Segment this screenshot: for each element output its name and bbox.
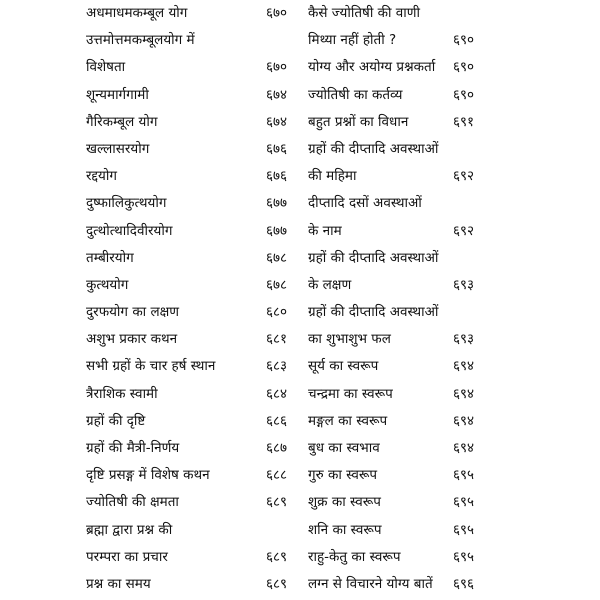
list-item (0, 353, 306, 380)
entry-title: दुत्थोत्थादिवीरयोग (86, 222, 173, 239)
entry-title: गुरु का स्वरूप (308, 467, 378, 484)
entry-title: दुरफयोग का लक्षण (86, 304, 180, 321)
entry-title: योग्य और अयोग्य प्रश्नकर्ता (308, 59, 436, 76)
entry-title: ग्रहों की दीप्तादि अवस्थाओं (308, 140, 439, 157)
list-item (306, 408, 600, 435)
entry-title: खल्लासरयोग (86, 140, 150, 157)
list-item (306, 0, 600, 27)
entry-title: विशेषता (86, 59, 126, 76)
entry-title: तम्बीरयोग (86, 249, 134, 266)
list-item (306, 326, 600, 353)
entry-title: शुक्र का स्वरूप (308, 494, 381, 511)
list-item (0, 272, 306, 299)
list-item (0, 27, 306, 54)
list-item (0, 435, 306, 462)
list-item (0, 517, 306, 544)
entry-title: प्रश्न का समय (86, 575, 151, 592)
page-number: ६८७ (266, 440, 288, 456)
list-item (0, 544, 306, 571)
list-item (306, 245, 600, 272)
entry-title: बुध का स्वभाव (308, 440, 380, 456)
page-number: ६८९ (266, 548, 288, 565)
entry-title: रद्दयोग (86, 168, 117, 185)
list-item (0, 190, 306, 217)
page-number: ६७४ (266, 113, 288, 130)
list-item (306, 190, 600, 217)
entry-title: दीप्तादि दसों अवस्थाओं (308, 195, 422, 212)
page-number: ६८१ (266, 331, 288, 348)
page-number: ६९१ (453, 113, 475, 130)
entry-title: मिथ्या नहीं होती ? (308, 32, 397, 49)
page-number: ६८८ (266, 467, 288, 484)
page-number: ६९० (453, 32, 475, 49)
list-item (306, 571, 600, 598)
page-number: ६७६ (266, 140, 288, 157)
list-item (306, 109, 600, 136)
list-item (306, 27, 600, 54)
page-number: ६९५ (453, 548, 475, 565)
page-number: ६८६ (266, 412, 288, 429)
page-number: ६७० (266, 5, 288, 21)
list-item (306, 136, 600, 163)
list-item (0, 218, 306, 245)
list-item (306, 82, 600, 109)
entry-title: लग्न से विचारने योग्य बातें (308, 575, 433, 592)
page-number: ६८० (266, 304, 288, 321)
page-number: ६९४ (453, 358, 475, 375)
list-item (0, 136, 306, 163)
list-item (0, 571, 306, 598)
list-item (306, 435, 600, 462)
list-item (0, 109, 306, 136)
page-number: ६७८ (266, 249, 288, 266)
list-item (0, 462, 306, 489)
list-item (0, 489, 306, 516)
entry-title: उत्तमोत्तमकम्बूलयोग में (86, 32, 195, 49)
list-item (0, 299, 306, 326)
list-item (0, 82, 306, 109)
entry-title: शून्यमार्गगामी (86, 86, 149, 103)
list-item (0, 245, 306, 272)
entry-title: गैरिकम्बूल योग (86, 113, 158, 130)
entry-title: त्रैराशिक स्वामी (86, 385, 158, 402)
page-number: ६९५ (453, 521, 475, 538)
entry-title: के नाम (308, 222, 342, 239)
entry-title: परम्परा का प्रचार (86, 548, 168, 565)
list-item (306, 462, 600, 489)
page-number: ६७४ (266, 86, 288, 103)
list-item (0, 326, 306, 353)
entry-title: ग्रहों की दीप्तादि अवस्थाओं (308, 304, 439, 321)
right-column (306, 0, 600, 598)
page-number: ६७८ (266, 276, 288, 293)
page-number: ६९० (453, 86, 475, 103)
entry-title: ग्रहों की दृष्टि (86, 412, 146, 429)
list-item (306, 517, 600, 544)
list-item (306, 299, 600, 326)
list-item (306, 163, 600, 190)
page-number: ६९६ (453, 575, 475, 592)
entry-title: की महिमा (308, 168, 357, 185)
page-number: ६९२ (453, 222, 475, 239)
entry-title: सभी ग्रहों के चार हर्ष स्थान (86, 358, 216, 375)
page-number: ६७७ (266, 222, 288, 239)
entry-title: कुत्थयोग (86, 276, 129, 293)
list-item (306, 544, 600, 571)
page-number: ६८९ (266, 494, 288, 511)
entry-title: राहु-केतु का स्वरूप (308, 548, 401, 565)
entry-title: सूर्य का स्वरूप (308, 358, 379, 375)
page-number: ६७६ (266, 168, 288, 185)
entry-title: अधमाधमकम्बूल योग (86, 5, 188, 21)
entry-title: ग्रहों की मैत्री-निर्णय (86, 440, 180, 456)
entry-title: कैसे ज्योतिषी की वाणी (308, 5, 421, 21)
page-number: ६९३ (453, 276, 475, 293)
list-item (0, 381, 306, 408)
page-number: ६९३ (453, 331, 475, 348)
entry-title: का शुभाशुभ फल (308, 331, 391, 348)
page-number: ६९५ (453, 467, 475, 484)
page-number: ६८९ (266, 575, 288, 592)
page-number: ६९४ (453, 385, 475, 402)
list-item (306, 381, 600, 408)
entry-title: बहुत प्रश्नों का विधान (308, 113, 409, 130)
list-item (306, 54, 600, 81)
entry-title: अशुभ प्रकार कथन (86, 331, 178, 348)
list-item (0, 0, 306, 27)
page-number: ६८३ (266, 358, 288, 375)
list-item (0, 408, 306, 435)
page-number: ६८४ (266, 385, 288, 402)
page-number: ६७७ (266, 195, 288, 212)
list-item (306, 218, 600, 245)
entry-title: के लक्षण (308, 276, 352, 293)
entry-title: दृष्टि प्रसङ्ग में विशेष कथन (86, 467, 210, 484)
list-item (306, 272, 600, 299)
entry-title: मङ्गल का स्वरूप (308, 412, 388, 429)
list-item (306, 353, 600, 380)
entry-title: दुष्फालिकुत्थयोग (86, 195, 167, 212)
page-number: ६९५ (453, 494, 475, 511)
page-number: ६९० (453, 59, 475, 76)
list-item (306, 489, 600, 516)
entry-title: चन्द्रमा का स्वरूप (308, 385, 393, 402)
entry-title: शनि का स्वरूप (308, 521, 382, 538)
page-number: ६७० (266, 59, 288, 76)
entry-title: ज्योतिषी का कर्तव्य (308, 86, 403, 103)
list-item (0, 54, 306, 81)
entry-title: ग्रहों की दीप्तादि अवस्थाओं (308, 249, 439, 266)
entry-title: ज्योतिषी की क्षमता (86, 494, 179, 511)
entry-title: ब्रह्मा द्वारा प्रश्न की (86, 521, 173, 538)
page-number: ६९२ (453, 168, 475, 185)
list-item (0, 163, 306, 190)
page-number: ६९४ (453, 440, 475, 456)
page-number: ६९४ (453, 412, 475, 429)
